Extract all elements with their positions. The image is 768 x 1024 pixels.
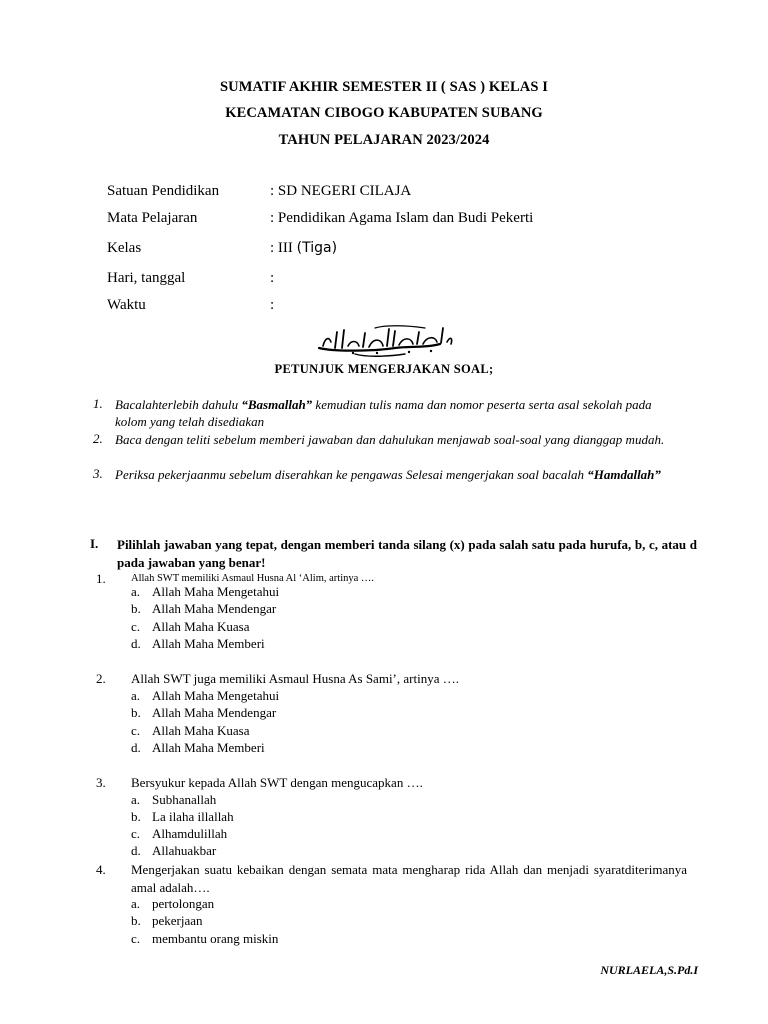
option-letter: a. bbox=[131, 792, 141, 807]
instruction-number: 1. bbox=[93, 396, 103, 411]
option-letter: a. bbox=[131, 896, 141, 911]
option-text: Allah Maha Memberi bbox=[152, 740, 265, 755]
question-number: 1. bbox=[96, 571, 106, 586]
instruction-number: 2. bbox=[93, 431, 103, 446]
option-letter: b. bbox=[131, 705, 141, 720]
exam-title-line-1: SUMATIF AKHIR SEMESTER II ( SAS ) KELAS I bbox=[219, 79, 548, 95]
question-number: 4. bbox=[96, 862, 106, 877]
option-letter: c. bbox=[131, 931, 141, 946]
option-text: pertolongan bbox=[152, 896, 215, 911]
instruction-text: Baca dengan teliti sebelum memberi jawaban dan dahulukan menjawab soal-soal yang dianggap mudah. bbox=[115, 432, 665, 447]
option-text: Allah Maha Kuasa bbox=[152, 723, 250, 738]
question-text: Mengerjakan suatu kebaikan dengan semata mata mengharap rida Allah dan menjadi syaratditerimanya amal adalah…. bbox=[131, 862, 687, 895]
section-instruction: Pilihlah jawaban yang tepat, dengan memberi tanda silang (x) pada salah satu pada hurufa, b, c, atau d pada jawaban yang benar! bbox=[117, 537, 697, 570]
option-text: Alhamdulillah bbox=[152, 826, 228, 841]
question-number: 2. bbox=[96, 671, 106, 686]
option-text: Allah Maha Mendengar bbox=[152, 705, 277, 720]
question-text: Allah SWT juga memiliki Asmaul Husna As Sami’, artinya …. bbox=[131, 671, 459, 686]
info-label: Waktu bbox=[107, 297, 146, 313]
option-text: Subhanallah bbox=[152, 792, 217, 807]
instruction-text: kemudian tulis nama dan nomor peserta serta asal sekolah pada kolom yang telah disediakan bbox=[115, 397, 652, 429]
class-value: : III bbox=[270, 240, 297, 256]
info-value: : SD NEGERI CILAJA bbox=[270, 183, 412, 199]
instruction-item bbox=[115, 396, 675, 430]
instruction-item bbox=[115, 431, 675, 448]
option-letter: a. bbox=[131, 584, 141, 599]
info-value: : bbox=[270, 270, 275, 286]
option-text: Allah Maha Memberi bbox=[152, 636, 265, 651]
option-letter: a. bbox=[131, 688, 141, 703]
author-footer: NURLAELA,S.Pd.I bbox=[600, 963, 698, 977]
option-text: Allah Maha Mendengar bbox=[152, 601, 277, 616]
info-label: Satuan Pendidikan bbox=[107, 183, 220, 199]
instruction-text: Bacalahterlebih dahulu bbox=[115, 397, 242, 412]
question-text: Allah SWT memiliki Asmaul Husna Al ‘Alim, artinya …. bbox=[131, 573, 375, 584]
instructions-title: PETUNJUK MENGERJAKAN SOAL; bbox=[274, 362, 494, 376]
info-value bbox=[270, 240, 337, 257]
class-value-words: (Tiga) bbox=[296, 240, 338, 256]
info-label: Mata Pelajaran bbox=[107, 210, 198, 226]
option-letter: c. bbox=[131, 723, 141, 738]
info-label: Kelas bbox=[107, 240, 142, 256]
instruction-emphasis: “Hamdallah” bbox=[587, 467, 661, 482]
option-text: Allah Maha Mengetahui bbox=[152, 584, 280, 599]
question-text: Bersyukur kepada Allah SWT dengan mengucapkan …. bbox=[131, 775, 423, 790]
option-letter: d. bbox=[131, 740, 141, 755]
exam-title-line-2: KECAMATAN CIBOGO KABUPATEN SUBANG bbox=[225, 105, 543, 121]
info-value: : bbox=[270, 297, 275, 313]
instruction-item bbox=[115, 466, 675, 483]
option-letter: c. bbox=[131, 826, 141, 841]
option-text: membantu orang miskin bbox=[152, 931, 279, 946]
exam-title-line-3: TAHUN PELAJARAN 2023/2024 bbox=[278, 132, 490, 148]
option-text: Allah Maha Mengetahui bbox=[152, 688, 280, 703]
section-number: I. bbox=[90, 536, 99, 551]
question-number: 3. bbox=[96, 775, 106, 790]
instruction-text: Periksa pekerjaanmu sebelum diserahkan ke pengawas Selesai mengerjakan soal bacalah bbox=[115, 467, 588, 482]
bismillah-calligraphy-icon bbox=[315, 324, 455, 358]
instruction-number: 3. bbox=[93, 466, 103, 481]
option-text: Allahuakbar bbox=[152, 843, 217, 858]
option-text: La ilaha illallah bbox=[152, 809, 234, 824]
option-letter: b. bbox=[131, 601, 141, 616]
info-label: Hari, tanggal bbox=[107, 270, 186, 286]
instruction-emphasis: “Basmallah” bbox=[241, 397, 313, 412]
info-value: : Pendidikan Agama Islam dan Budi Pekerti bbox=[270, 210, 534, 226]
option-letter: c. bbox=[131, 619, 141, 634]
option-letter: d. bbox=[131, 843, 141, 858]
option-text: Allah Maha Kuasa bbox=[152, 619, 250, 634]
option-letter: d. bbox=[131, 636, 141, 651]
option-letter: b. bbox=[131, 913, 141, 928]
option-letter: b. bbox=[131, 809, 141, 824]
option-text: pekerjaan bbox=[152, 913, 203, 928]
